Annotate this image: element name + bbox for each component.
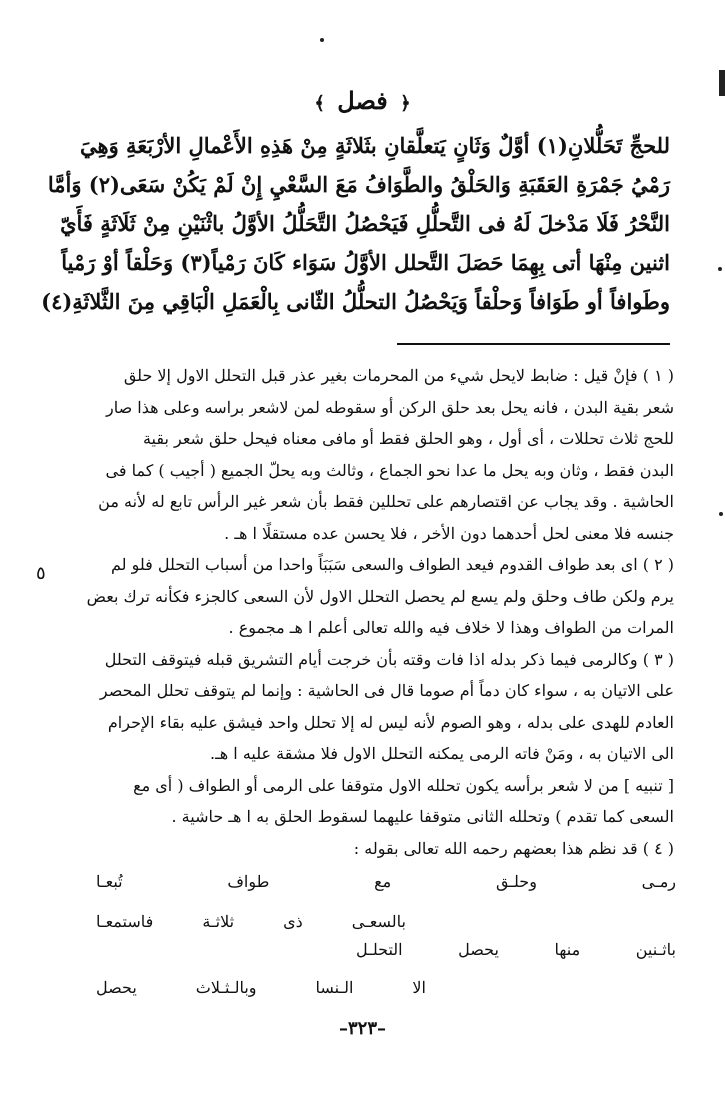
ornament-right: ﴿: [400, 93, 411, 114]
poem-verse-4: [96, 978, 426, 997]
margin-line-number: ٥: [36, 563, 46, 584]
main-line: النَّحْرُ فَلَا مَدْخلَ لَهُ فى التَّحلُّلِ فَيَحْصُلُ التَّحَلُّلُ الأوَّلُ باثْنَيْنِ مِنْ ثَلَاثَةٍ فَأَيّ: [60, 211, 670, 236]
verse-word: الـنسا: [315, 978, 354, 997]
footnote-line: على الاتيان به ، سواء كان دماً أم صوما قال فى الحاشية : وإنما لم يتوقف تحلل المحصر: [99, 681, 674, 700]
verse-word: باثـنين: [635, 940, 676, 959]
scan-edge-mark: [719, 70, 725, 96]
footnote-line: السعى كما تقدم ) وتحلله الثانى متوقفا عليهما لسقوط الحلق به ا هـ حاشية .: [171, 807, 674, 826]
footnote-line: الحاشية . وقد يجاب عن اقتصارهم على تحللين فقط بأن شعر غير الرأس تابع له لأنه من: [98, 492, 674, 511]
verse-word: يحصل: [96, 978, 137, 997]
scan-speck: [718, 267, 722, 271]
footnote-line: [ تنبيه ] من لا شعر برأسه يكون تحلله الاول متوقفا على الرمى أو الطواف ( أى مع: [133, 775, 674, 795]
footnote-line: البدن فقط ، وثان وبه يحل ما عدا نحو الجماع ، وثالث وبه يحلّ الجميع ( أجيب ) كما فى: [105, 460, 674, 480]
verse-word: رمـى: [641, 872, 676, 891]
verse-word: منها: [554, 940, 581, 959]
section-title: فصل: [337, 86, 388, 115]
verse-word: وحلـق: [495, 872, 537, 891]
verse-word: الا: [412, 978, 426, 997]
verse-word: مع: [374, 872, 392, 891]
poem-verse-2: [96, 912, 406, 931]
footnote-line: للحج ثلاث تحللات ، أى أول ، وهو الحلق فقط أو مافى معناه فيحل حلق شعر بقية: [142, 429, 674, 448]
ornament-left: ﴾: [314, 93, 325, 114]
scan-speck: [719, 512, 723, 516]
verse-word: ثلاثـة: [202, 912, 235, 931]
main-line: اثنين مِنْهَا أتى بِهِمَا حَصَلَ التَّحلل الأوَّلُ سَوَاء كَانَ رَمْياً(٣) وَحَلْقاً أوْ رَمْياً: [61, 250, 670, 275]
section-heading: [0, 86, 725, 115]
verse-word: فاستمعـا: [96, 912, 154, 931]
footnote-line: الى الاتيان به ، ومَنْ فاته الرمى يمكنه التحلل الاول فلا مشقة عليه ا هـ.: [210, 744, 674, 763]
footnote-line: ( ٤ ) قد نظم هذا بعضهم رحمه الله تعالى بقوله :: [353, 838, 674, 858]
footnote-line: جنسه فلا معنى لحل أحدهما دون الأخر ، فلا يحسن عده مستقلًا ا هـ .: [224, 523, 674, 543]
verse-word: يحصل: [458, 940, 499, 959]
footnotes: [62, 360, 674, 864]
poem-verse-1: [96, 872, 676, 891]
verse-word: ذى: [283, 912, 303, 931]
page-number: –٣٢٣–: [338, 1018, 386, 1039]
verse-word: التحلـل: [356, 940, 403, 959]
footnote-line: المرات من الطواف وهذا لا خلاف فيه والله تعالى أعلم ا هـ مجموع .: [228, 618, 674, 637]
footnote-line: العادم للهدى على بدله ، وهو الصوم لأنه ليس له إلا تحلل واحد فيشق عليه بقاء الإحرام: [107, 712, 674, 732]
verse-word: طواف: [227, 872, 270, 891]
verse-word: تُبعـا: [96, 872, 123, 891]
verse-word: وبالـثـلاث: [195, 978, 257, 997]
footnote-line: ( ٣ ) وكالرمى فيما ذكر بدله اذا فات وقته بأن خرجت أيام التشريق قبله فيتوقف التحلل: [104, 649, 674, 669]
scan-speck: [320, 38, 324, 42]
footnote-divider: [397, 343, 670, 345]
main-line: للحجِّ تَحَلُّلانِ(١) أوَّلٌ وَثَانٍ يَتعلَّقانِ بثَلاثَةٍ مِنْ هَذِهِ الأَعْمالِ الأرْبَعَةِ وَهِيَ: [80, 133, 670, 158]
footnote-line: شعر بقية البدن ، فانه يحل بعد حلق الركن أو سقوطه لمن لاشعر براسه وعلى هذا صار: [106, 397, 674, 417]
footnote-line: ( ٢ ) اى بعد طواف القدوم فيعد الطواف والسعى سَبَبَاً واحدا من أسباب التحلل فلو لم: [110, 555, 674, 574]
footnote-line: يرم ولكن طاف وحلق ولم يسع لم يحصل التحلل الاول لأن السعى كالجزء فكأنه ترك بعض: [86, 586, 674, 606]
main-line: وطَوافاً أو طَوَافاً وَحلْقاً وَيَحْصُلُ التحلُّلُ الثّانى بِالْعَمَلِ الْبَاقِي مِنَ الثَّلاثَةِ(٤): [41, 289, 670, 314]
footnote-line: ( ١ ) فإنْ قيل : ضابط لايحل شيء من المحرمات بغير عذر قبل التحلل الاول إلا حلق: [123, 366, 674, 385]
poem-verse-3: [356, 940, 676, 959]
verse-word: بالسعـى: [351, 912, 406, 931]
main-paragraph: [41, 126, 670, 321]
main-line: رَمْيُ جَمْرَةِ العَقَبَةِ وَالحَلْقُ والطَّوَافُ مَعَ السَّعْيِ إِنْ لَمْ يَكُنْ سَعَى(٢) وَأمَّا: [47, 172, 670, 197]
